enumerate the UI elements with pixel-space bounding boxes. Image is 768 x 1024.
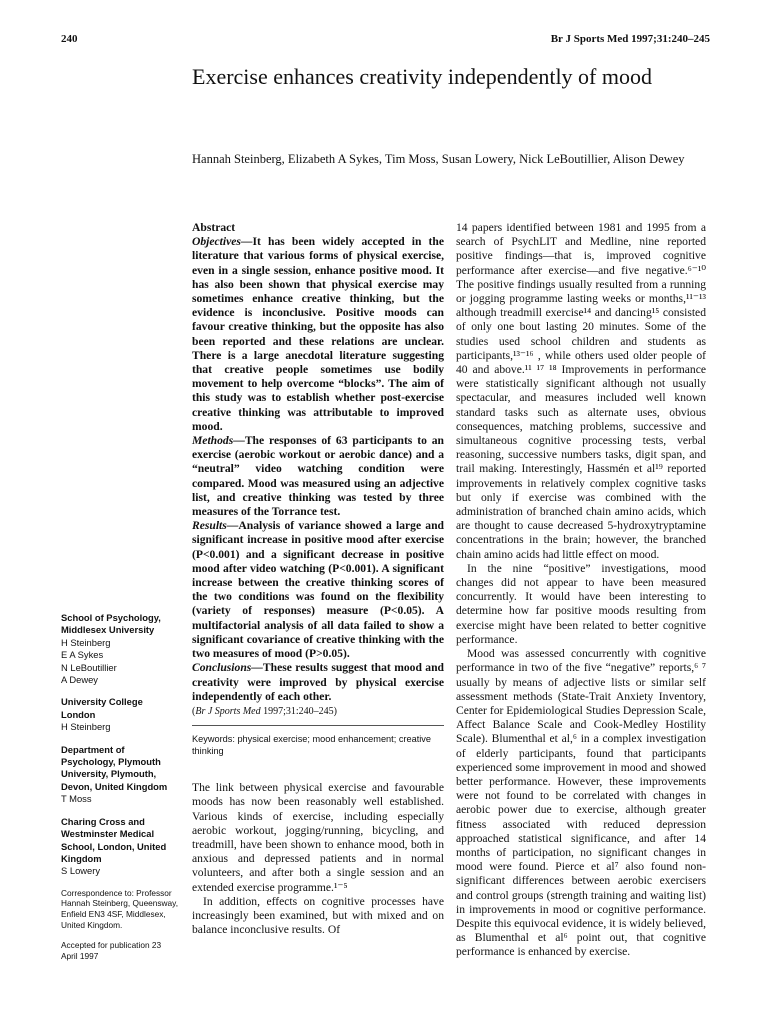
left-column [192, 221, 444, 937]
affiliation-member: A Dewey [61, 674, 98, 686]
methods-label: Methods— [192, 434, 245, 448]
accepted-date: Accepted for publication 23 April 1997 [61, 940, 162, 961]
abstract-heading: Abstract [192, 221, 236, 234]
affiliation [61, 744, 179, 806]
affiliation-member: H Steinberg [61, 721, 111, 733]
methods-text: The responses of 63 participants to an exercise (aerobic workout or aerobic dance) and a “neutral” video watching condition were compared. Mood was measured using an adjective list, and creative thinking was tested by three measures of the Torrance test. [192, 434, 444, 519]
affiliation-member: N LeBoutillier [61, 661, 117, 673]
paragraph: The link between physical exercise and favourable moods has now been reasonably well established. Various kinds of exercise, including especially aerobic workout, jogging/running, bicycling, and treadmill, have been shown to enhance mood, both in anxious and depressed patients and in normal volunteers, and after both a single session and an extended exercise programme.¹⁻⁵ [192, 781, 444, 894]
results-label: Results— [192, 519, 239, 533]
affiliation [61, 612, 179, 686]
correspondence-note: Correspondence to: Professor Hannah Steinberg, Queensway, Enfield EN3 4SF, Middlesex, United Kingdom. [61, 887, 178, 930]
abstract-methods [192, 434, 444, 519]
affiliation [61, 816, 179, 878]
affiliation-member: T Moss [61, 793, 92, 805]
results-text: Analysis of variance showed a large and significant increase in positive mood after exercise (P<0.001) and a significant decrease in positive mood after video watching (P<0.001). A significant increase between the creative thinking scores of the two conditions was found on the flexibility (variety of responses) measure (P<0.05). A multifactorial analysis of all data failed to show a significant covariance of creative thinking with the two measures of mood (P>0.05). [192, 519, 444, 661]
article-title: Exercise enhances creativity independently of mood [192, 64, 652, 89]
right-column [456, 221, 706, 960]
affiliation-name: School of Psychology, Middlesex University [61, 612, 161, 636]
author-list: Hannah Steinberg, Elizabeth A Sykes, Tim Moss, Susan Lowery, Nick LeBoutillier, Alison Dewey [192, 152, 685, 166]
affiliation-name: Charing Cross and Westminster Medical School, London, United Kingdom [61, 815, 167, 864]
affiliation-member: H Steinberg [61, 636, 111, 648]
citation-journal: Br J Sports Med [195, 705, 261, 717]
page-number: 240 [61, 33, 78, 45]
divider [192, 725, 444, 726]
paragraph: In addition, effects on cognitive processes have increasingly been examined, but with mixed and on balance inconclusive results. Of [192, 894, 444, 937]
journal-reference: Br J Sports Med 1997;31:240–245 [550, 33, 710, 45]
abstract-results [192, 519, 444, 661]
abstract-conclusions [192, 661, 444, 704]
conclusions-label: Conclusions— [192, 661, 263, 675]
citation-details: 1997;31:240–245) [260, 705, 338, 717]
body-text-left [192, 781, 444, 937]
affiliation-name: University College London [61, 696, 143, 720]
keywords: Keywords: physical exercise; mood enhancement; creative thinking [192, 734, 431, 756]
abstract [192, 221, 444, 719]
affiliation [61, 696, 179, 733]
paragraph: 14 papers identified between 1981 and 1995 from a search of PsychLIT and Medline, nine reported positive findings—that is, improved cognitive performance after exercise—and five negative.⁶⁻¹⁰ The positive findings usually resulted from a running or jogging programme lasting weeks or months,¹¹⁻¹³ although treadmill exercise¹⁴ and dancing¹⁵ consisted of only one bout lasting 20 minutes. Some of the studies used school children and students as participants,¹³⁻¹⁶ , while others used older people of 40 and above.¹¹ ¹⁷ ¹⁸ Improvements in performance were statistically significant although not usually spectacular, and measures included well known standard tasks such as alternate uses, obvious consequences, matching problems, successive and simultaneous cognitive processing tests, verbal reasoning, successive numbers tasks, digit span, and trail making. Interestingly, Hassmén et al¹⁹ reported improvements in relatively complex cognitive tasks but only if exercise was combined with the administration of branched chain amino acids, which are thought to cause decreased 5-hydroxytryptamine concentrations in the brain; however, the branched chain amino acids had little effect on mood. [456, 221, 706, 561]
paragraph: In the nine “positive” investigations, mood changes did not appear to have been measured concurrently. It would have been interesting to determine how far positive moods resulting from exercise might have been related to better cognitive performance. [456, 561, 706, 646]
abstract-citation: (Br J Sports Med 1997;31:240–245) [192, 705, 338, 717]
affiliation-member: E A Sykes [61, 649, 104, 661]
affiliation-member: S Lowery [61, 865, 101, 877]
affiliations-sidebar [61, 612, 179, 971]
conclusions-text: These results suggest that mood and creativity were improved by physical exercise independently of each other. [192, 661, 444, 703]
affiliation-name: Department of Psychology, Plymouth University, Plymouth, Devon, United Kingdom [61, 743, 168, 792]
objectives-text: It has been widely accepted in the literature that various forms of physical exercise, even in a single session, enhance positive mood. It has also been shown that physical exercise may sometimes enhance creative thinking, but the evidence is inconclusive. Positive moods can favour creative thinking, but the opposite has also been reported and these relations are unclear. There is a large anecdotal literature suggesting that creative people sometimes use bodily movement to help overcome “blocks”. The aim of this study was to establish whether post-exercise creative thinking was attributable to improved mood. [192, 235, 444, 433]
objectives-label: Objectives— [192, 235, 253, 249]
abstract-objectives [192, 235, 444, 434]
paragraph: Mood was assessed concurrently with cognitive performance in two of the five “negative” reports,⁶ ⁷ usually by means of adjective lists or similar self assessment methods (State-Trait Anxiety Inventory, Center for Epidemiological Studies Depression Scale, Affect Balance Scale and Cook-Medley Hostility Scale). Blumenthal et al,⁶ in a complex investigation of elderly participants, found that participants experienced some improvement in mood and showed better performance. However, these improvements were not found to be correlated with changes in aerobic power due to exercise, although greater fitness associated with reduced depression approached statistical significance, and after 14 months of participation, no significant changes in mood were found. Pierce et al⁷ also found non-significant differences between aerobic exercisers and control groups (strength training and waiting list) in improvements in mood or cognitive performance. Despite this equivocal evidence, it is widely believed, as Blumenthal et al⁶ point out, that cognitive performance is enhanced by exercise. [456, 647, 706, 959]
